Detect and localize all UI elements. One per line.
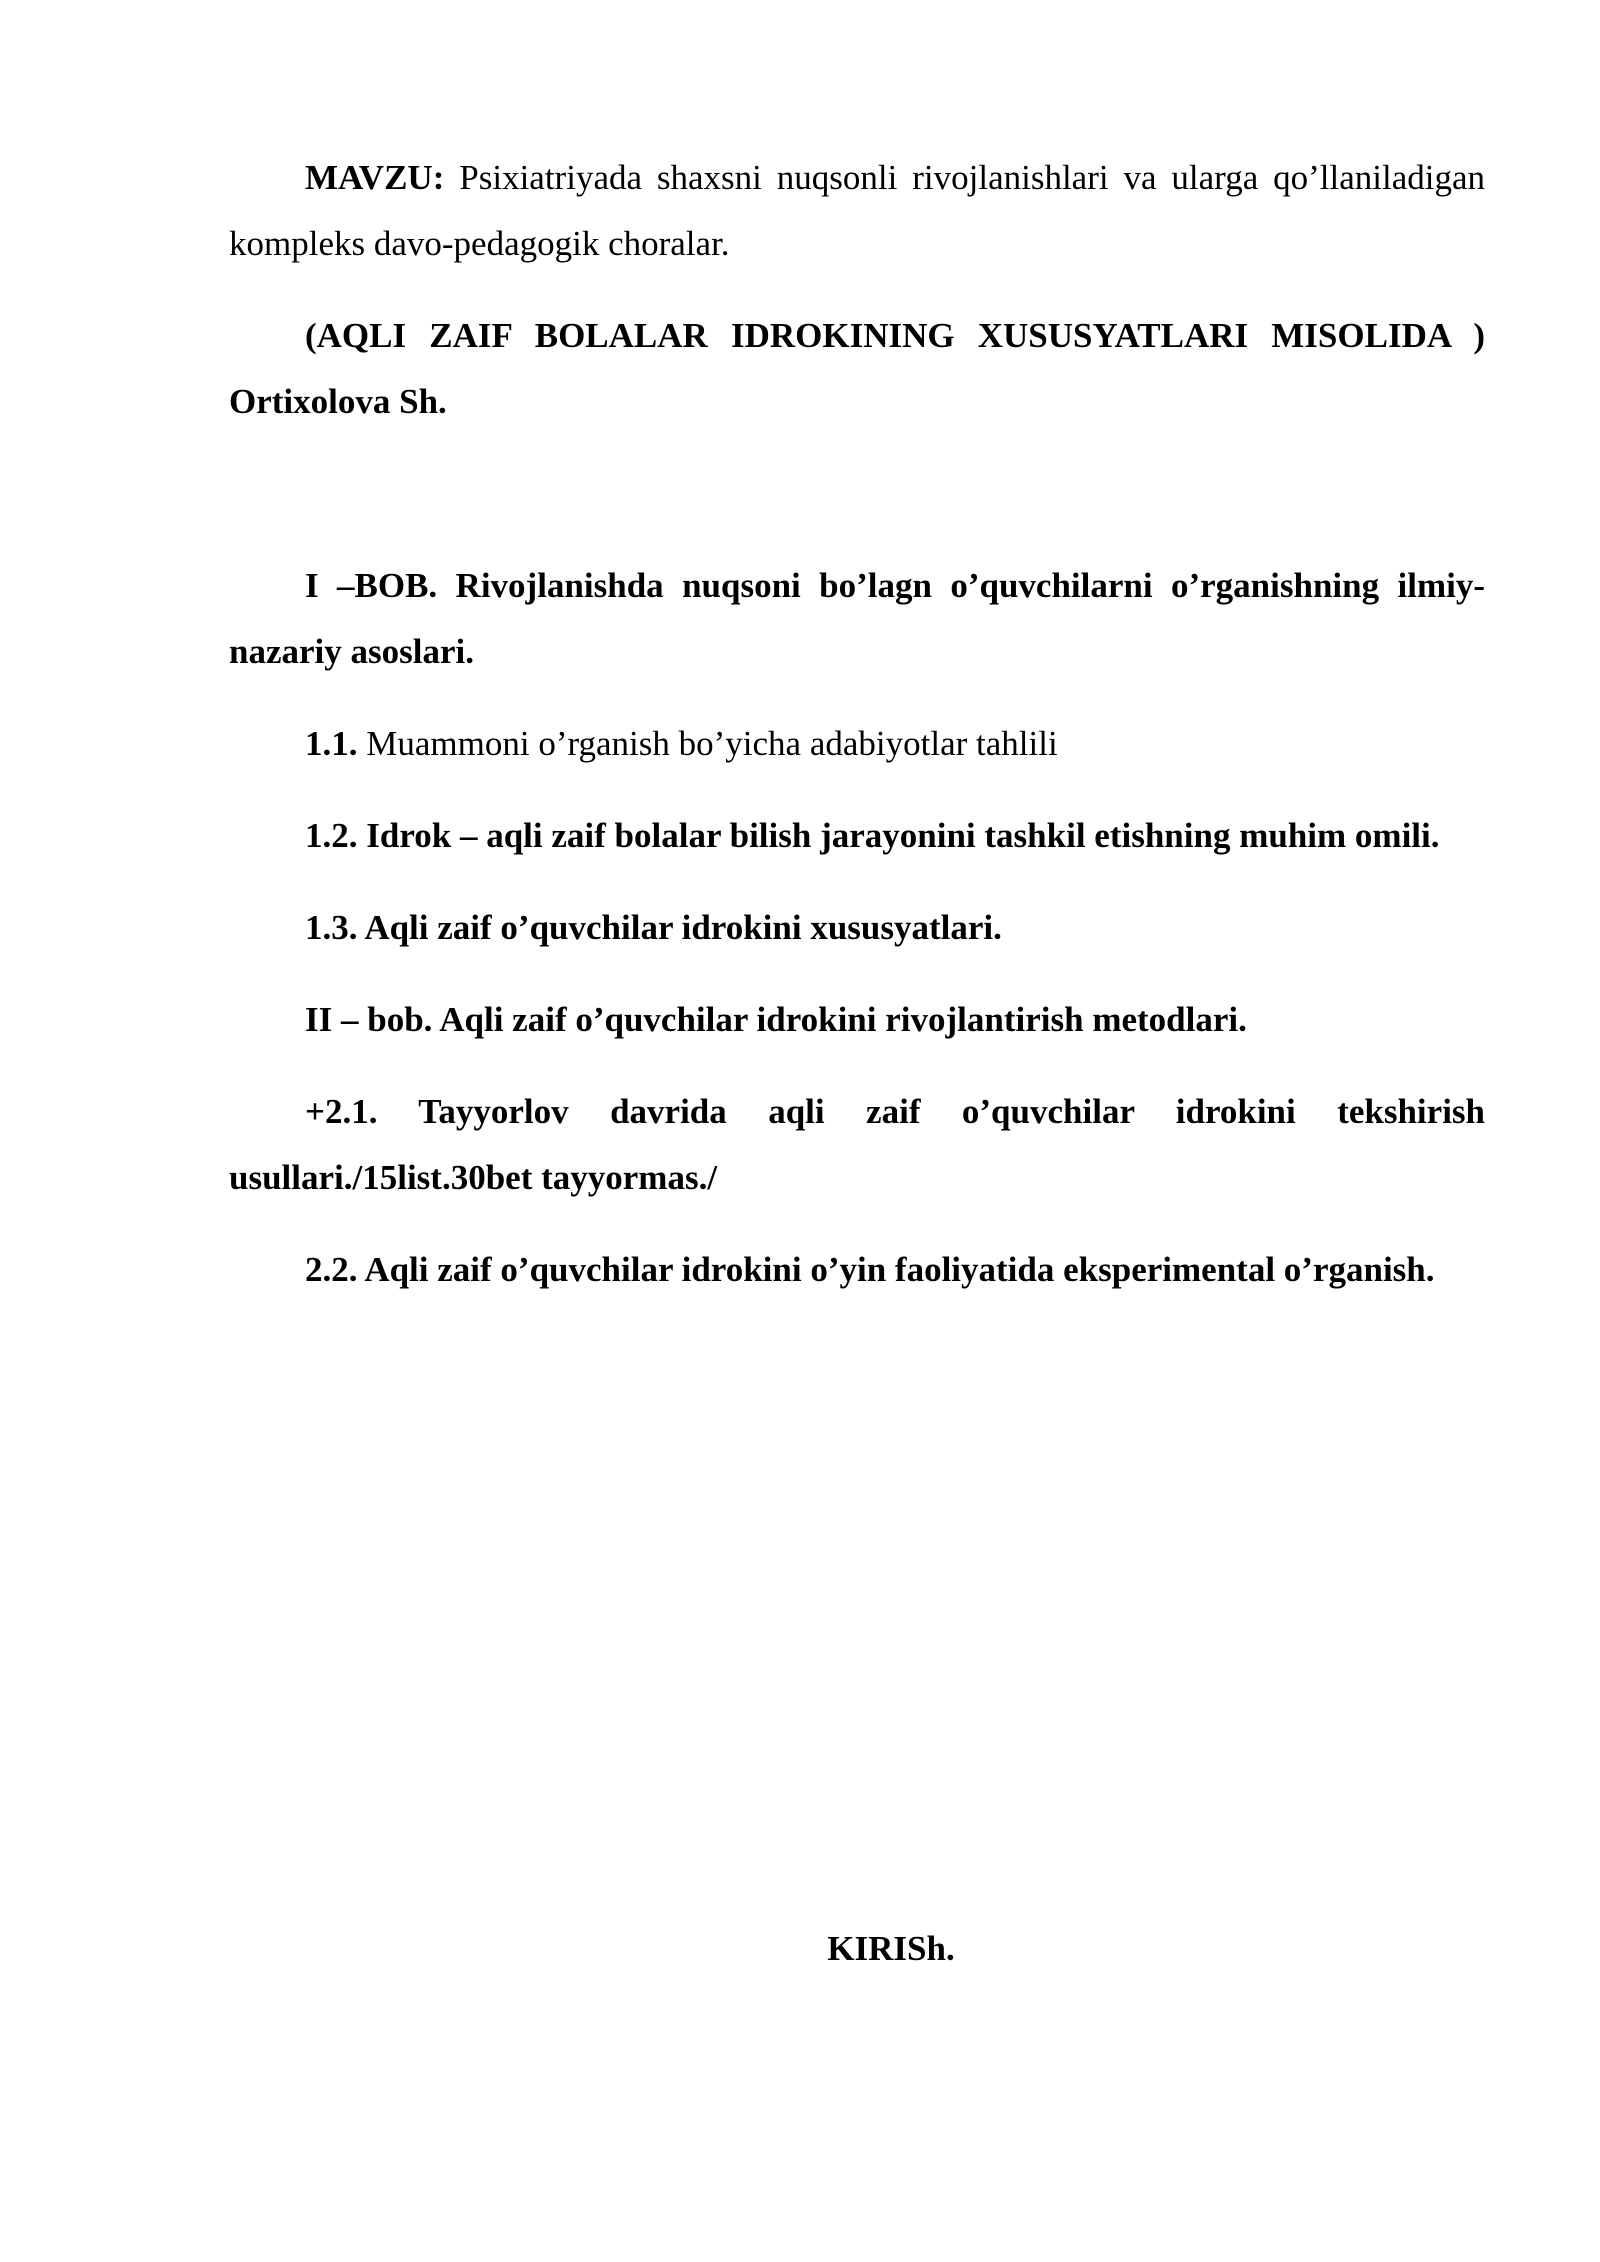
document-subtitle: (AQLI ZAIF BOLALAR IDROKINING XUSUSYATLARI MISOLIDA ) Ortixolova Sh. xyxy=(229,316,1485,421)
section-1-1 xyxy=(229,711,1485,777)
section-2-1: +2.1. Tayyorlov davrida aqli zaif o’quvchilar idrokini tekshirish usullari./15list.30bet tayyormas./ xyxy=(229,1092,1485,1197)
chapter-2-heading: II – bob. Aqli zaif o’quvchilar idrokini rivojlantirish metodlari. xyxy=(305,1000,1247,1039)
chapter-1-heading: I –BOB. Rivojlanishda nuqsoni bo’lagn o’quvchilarni o’rganishning ilmiy-nazariy asoslari. xyxy=(229,566,1485,671)
section-1-2: 1.2. Idrok – aqli zaif bolalar bilish jarayonini tashkil etishning muhim omili. xyxy=(305,816,1440,855)
topic-label: MAVZU: xyxy=(305,158,445,197)
section-1-1-number: 1.1. xyxy=(305,724,358,763)
section-1-1-title: Muammoni o’rganish bo’yicha adabiyotlar tahlili xyxy=(357,724,1058,763)
intro-heading: KIRISh. xyxy=(827,1929,955,1968)
section-2-2: 2.2. Aqli zaif o’quvchilar idrokini o’yin faoliyatida eksperimental o’rganish. xyxy=(305,1250,1435,1289)
document-body xyxy=(229,145,1485,1329)
topic-paragraph xyxy=(229,145,1485,277)
section-1-3: 1.3. Aqli zaif o’quvchilar idrokini xususyatlari. xyxy=(305,908,1002,947)
topic-text: Psixiatriyada shaxsni nuqsonli rivojlanishlari va ularga qo’llaniladigan kompleks davo-pedagogik choralar. xyxy=(229,158,1486,263)
